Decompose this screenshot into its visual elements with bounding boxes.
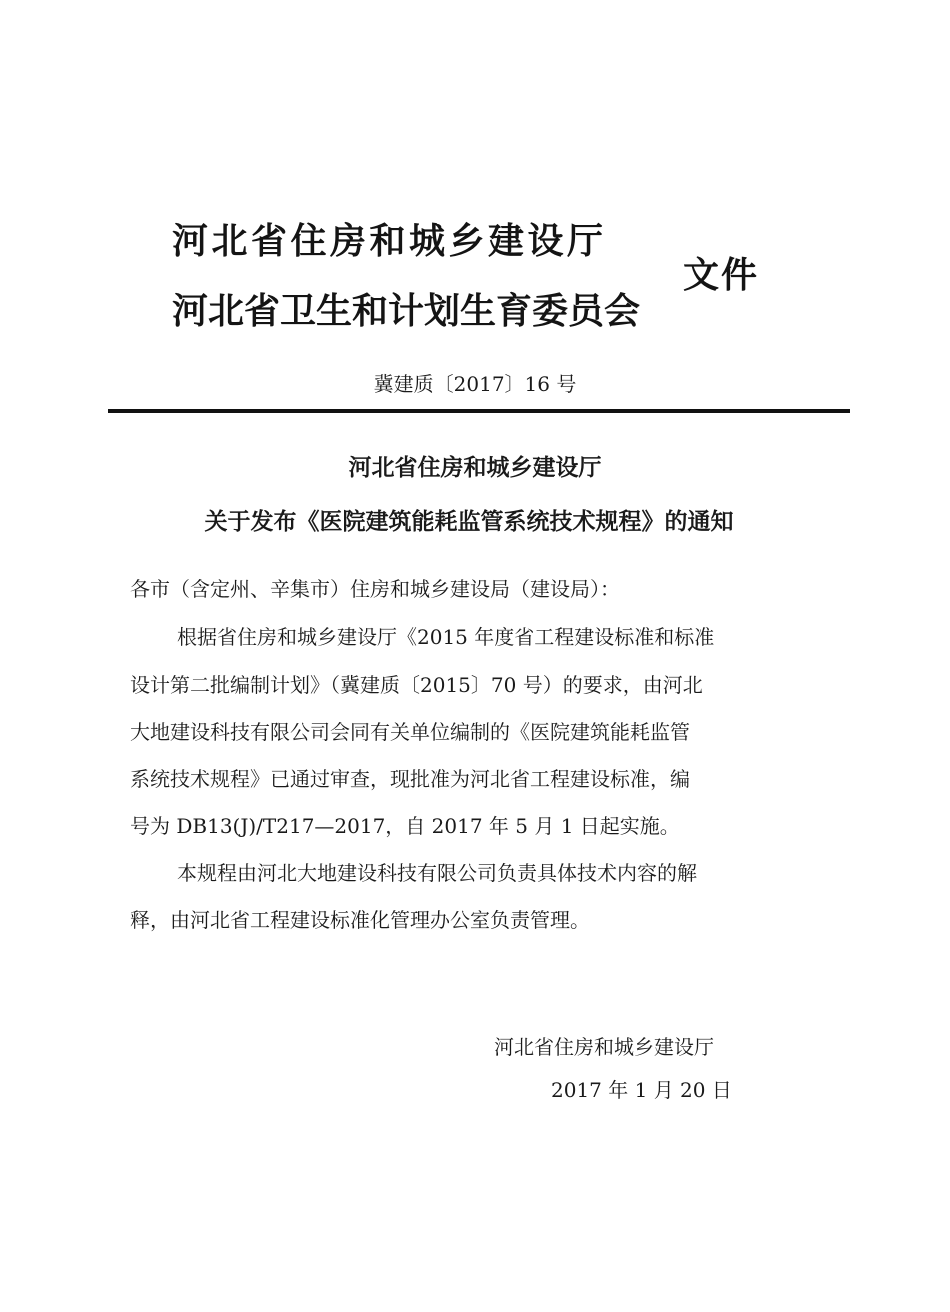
issuing-org-line-2: 河北省卫生和计划生育委员会 [172,291,641,332]
paragraph-1-line: 设计第二批编制计划》（冀建质〔2015〕70 号）的要求，由河北 [130,673,703,697]
header-divider [108,409,850,413]
paragraph-1-line: 号为 DB13(J)/T217—2017，自 2017 年 5 月 1 日起实施。 [130,814,680,838]
paragraph-2-line: 释，由河北省工程建设标准化管理办公室负责管理。 [130,908,590,932]
file-label: 文件 [683,255,760,296]
title-line-1: 河北省住房和城乡建设厅 [348,455,602,481]
paragraph-1-line: 系统技术规程》已通过审查，现批准为河北省工程建设标准，编 [130,767,690,791]
issuing-org-line-1: 河北省住房和城乡建设厅 [172,221,607,262]
paragraph-2-line: 本规程由河北大地建设科技有限公司负责具体技术内容的解 [177,861,697,885]
paragraph-1-line: 大地建设科技有限公司会同有关单位编制的《医院建筑能耗监管 [130,720,690,744]
title-line-2: 关于发布《医院建筑能耗监管系统技术规程》的通知 [204,509,734,535]
salutation: 各市（含定州、辛集市）住房和城乡建设局（建设局）： [130,577,620,601]
paragraph-1-line: 根据省住房和城乡建设厅《2015 年度省工程建设标准和标准 [177,625,715,649]
document-number: 冀建质〔2017〕16 号 [373,372,577,396]
signature-date: 2017 年 1 月 20 日 [551,1078,732,1102]
signature-org: 河北省住房和城乡建设厅 [494,1035,714,1059]
